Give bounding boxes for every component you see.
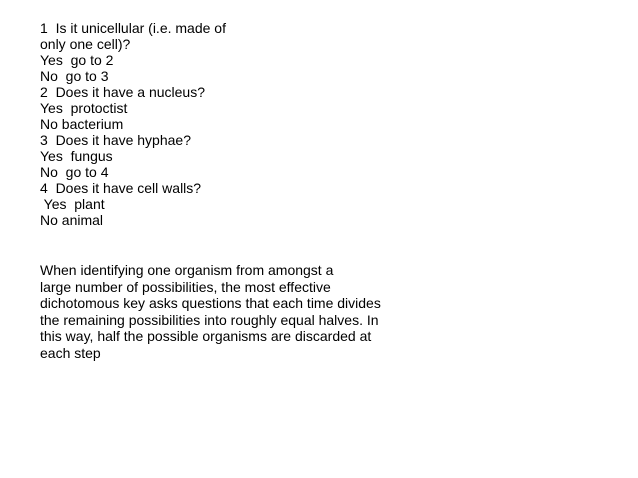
- key-answer-1-no: No go to 3: [40, 68, 109, 84]
- explanation-line: dichotomous key asks questions that each time divides: [40, 295, 381, 311]
- key-answer-3-no: No go to 4: [40, 164, 109, 180]
- explanation-line: each step: [40, 344, 101, 361]
- key-answer-4-yes: Yes plant: [40, 196, 105, 212]
- key-answer-1-yes: Yes go to 2: [40, 52, 114, 68]
- explanation-line: When identifying one organism from amongst a: [40, 262, 334, 278]
- key-answer-3-yes: Yes fungus: [40, 148, 113, 164]
- key-question-4: 4 Does it have cell walls?: [40, 180, 202, 196]
- key-question-3: 3 Does it have hyphae?: [40, 132, 191, 148]
- key-question-1-line-2: only one cell)?: [40, 36, 131, 52]
- key-answer-2-no: No bacterium: [40, 116, 124, 132]
- explanation-line: the remaining possibilities into roughly equal halves. In: [40, 311, 379, 328]
- dichotomous-key: [40, 20, 400, 228]
- key-question-1-line-1: 1 Is it unicellular (i.e. made of: [40, 20, 226, 36]
- explanation-line: this way, half the possible organisms are discarded at: [40, 328, 372, 344]
- key-question-2: 2 Does it have a nucleus?: [40, 84, 205, 100]
- explanation-line: large number of possibilities, the most effective: [40, 278, 331, 295]
- key-answer-4-no: No animal: [40, 212, 104, 228]
- explanation-paragraph: [40, 262, 410, 361]
- key-answer-2-yes: Yes protoctist: [40, 100, 128, 116]
